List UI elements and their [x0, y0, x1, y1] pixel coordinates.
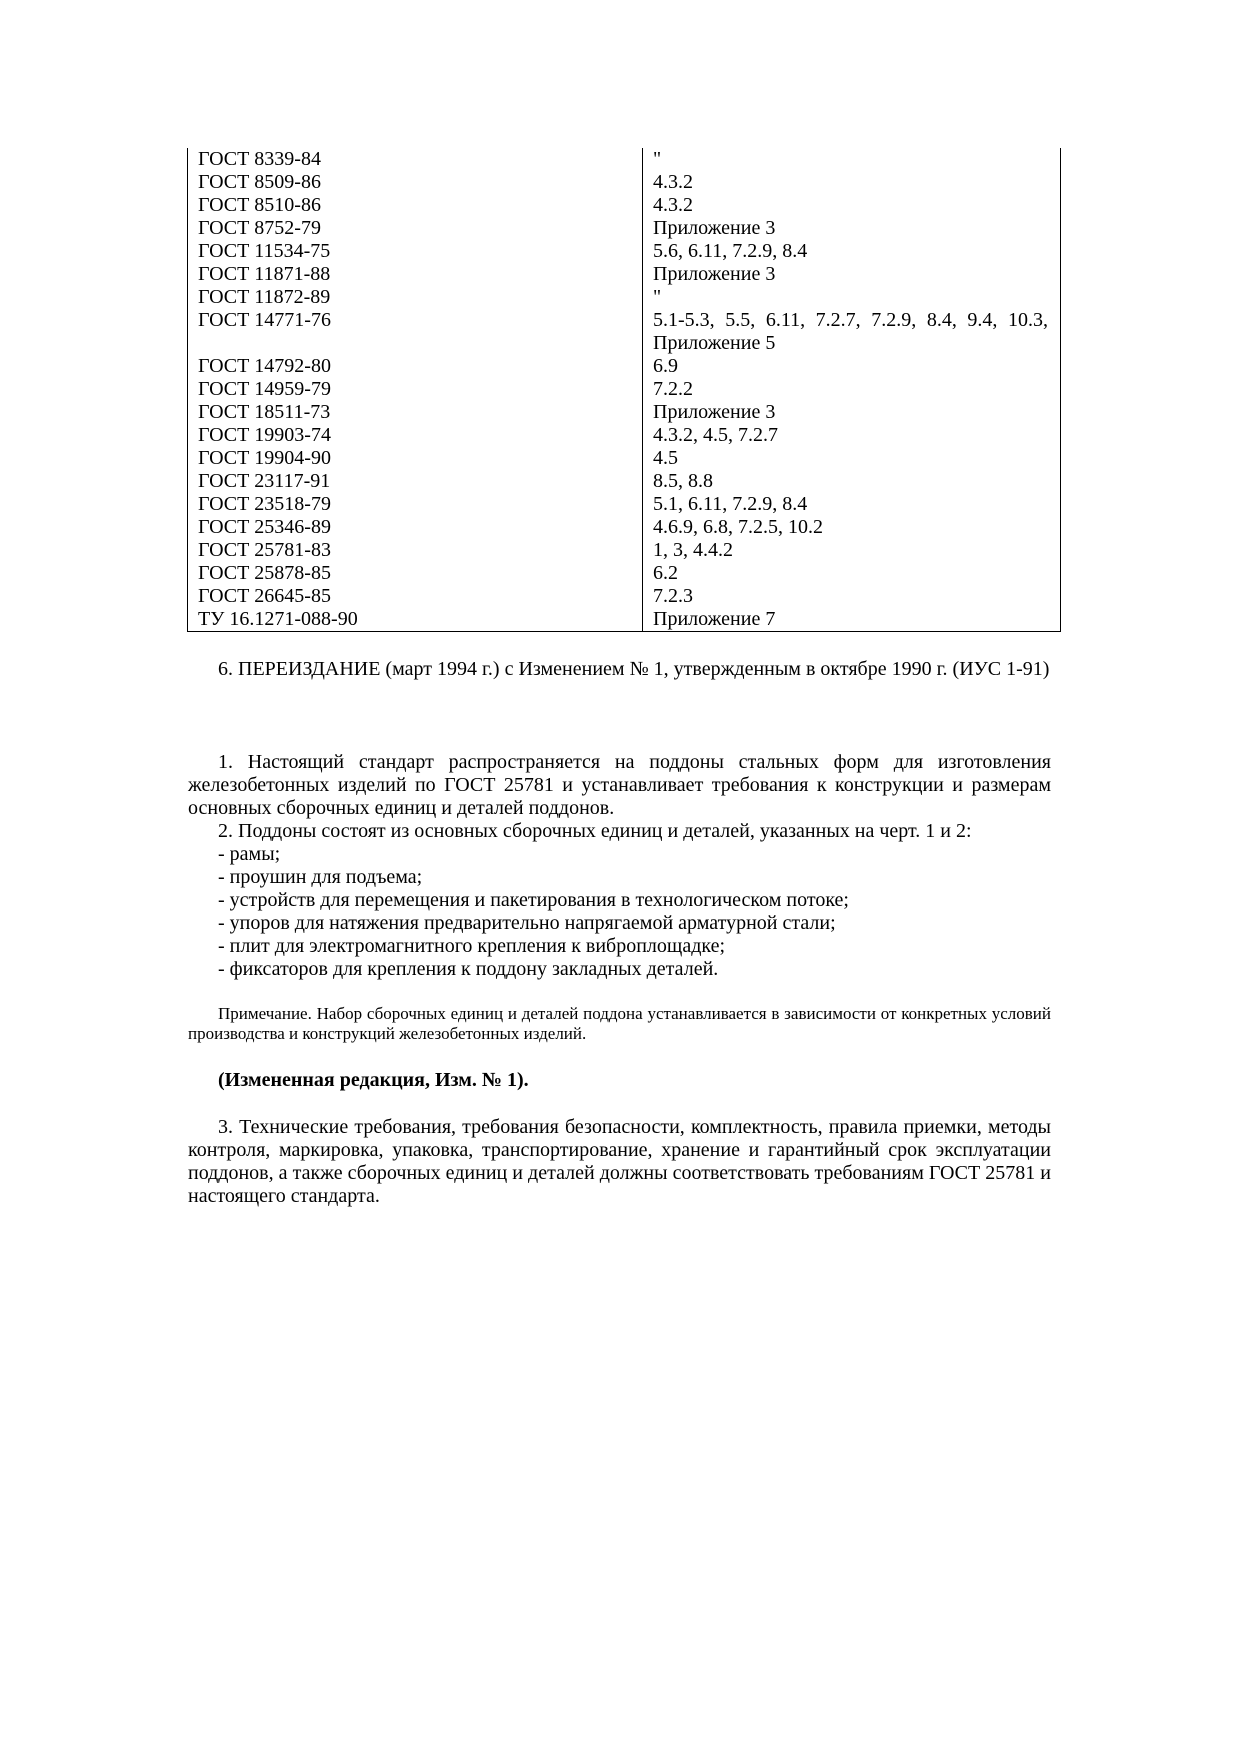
- table-row: [188, 171, 1061, 194]
- table-cell-items: 5.1-5.3, 5.5, 6.11, 7.2.7, 7.2.9, 8.4, 9.4, 10.3, Приложение 5: [643, 309, 1061, 355]
- section-3-paragraph: 3. Технические требования, требования безопасности, комплектность, правила приемки, методы контроля, маркировка, упаковка, транспортирование, хранение и гарантийный срок эксплуатации поддонов, а также сборочных единиц и деталей должны соответствовать требованиям ГОСТ 25781 и настоящего стандарта.: [188, 1116, 1051, 1207]
- table-row: [188, 493, 1061, 516]
- table-row: [188, 516, 1061, 539]
- table-cell-doc: ГОСТ 8339-84: [188, 148, 643, 171]
- table-row: [188, 286, 1061, 309]
- table-cell-items: 7.2.3: [643, 585, 1061, 608]
- table-cell-items: 4.3.2, 4.5, 7.2.7: [643, 424, 1061, 447]
- list-item: - проушин для подъема;: [218, 866, 423, 888]
- table-cell-doc: ГОСТ 25781-83: [188, 539, 643, 562]
- table-cell-items: 6.2: [643, 562, 1061, 585]
- table-cell-doc: ГОСТ 8510-86: [188, 194, 643, 217]
- note-paragraph: Примечание. Набор сборочных единиц и деталей поддона устанавливается в зависимости от конкретных условий производства и конструкций железобетонных изделий.: [188, 1004, 1051, 1043]
- table-cell-items: 1, 3, 4.4.2: [643, 539, 1061, 562]
- table-row: [188, 263, 1061, 286]
- table-cell-doc: ГОСТ 14771-76: [188, 309, 643, 355]
- table-row: [188, 608, 1061, 632]
- table-cell-items: 4.6.9, 6.8, 7.2.5, 10.2: [643, 516, 1061, 539]
- table-cell-items: 7.2.2: [643, 378, 1061, 401]
- table-cell-items: Приложение 3: [643, 263, 1061, 286]
- table-cell-doc: ГОСТ 19903-74: [188, 424, 643, 447]
- table-cell-doc: ГОСТ 23518-79: [188, 493, 643, 516]
- table-row: [188, 240, 1061, 263]
- table-cell-items: 4.3.2: [643, 171, 1061, 194]
- table-cell-items: 5.6, 6.11, 7.2.9, 8.4: [643, 240, 1061, 263]
- table-cell-doc: ГОСТ 14792-80: [188, 355, 643, 378]
- table-row: [188, 447, 1061, 470]
- amendment-block: [188, 1069, 1051, 1092]
- table-cell-doc: ГОСТ 19904-90: [188, 447, 643, 470]
- reference-table: [187, 148, 1061, 632]
- table-row: [188, 470, 1061, 493]
- table-cell-doc: ГОСТ 14959-79: [188, 378, 643, 401]
- table-cell-doc: ГОСТ 8509-86: [188, 171, 643, 194]
- table-cell-items: Приложение 3: [643, 401, 1061, 424]
- list-item: - устройств для перемещения и пакетирования в технологическом потоке;: [218, 889, 849, 911]
- table-cell-doc: ГОСТ 25878-85: [188, 562, 643, 585]
- table-cell-doc: ГОСТ 23117-91: [188, 470, 643, 493]
- note-block: [188, 1004, 1051, 1044]
- table-cell-items: 4.5: [643, 447, 1061, 470]
- reissue-block: [188, 658, 1051, 681]
- table-cell-doc: ГОСТ 11534-75: [188, 240, 643, 263]
- table-row: [188, 562, 1061, 585]
- table-row: [188, 148, 1061, 171]
- table-cell-doc: ГОСТ 26645-85: [188, 585, 643, 608]
- table-row: [188, 194, 1061, 217]
- table-cell-items: Приложение 7: [643, 608, 1061, 632]
- table-cell-doc: ГОСТ 25346-89: [188, 516, 643, 539]
- table-row: [188, 217, 1061, 240]
- table-row: [188, 378, 1061, 401]
- section-1-paragraph: 1. Настоящий стандарт распространяется на поддоны стальных форм для изготовления железобетонных изделий по ГОСТ 25781 и устанавливает требования к конструкции и размерам основных сборочных единиц и деталей поддонов.: [188, 751, 1051, 819]
- list-item: - рамы;: [218, 843, 281, 865]
- amendment-note: (Измененная редакция, Изм. № 1).: [218, 1069, 529, 1091]
- table-cell-doc: ГОСТ 8752-79: [188, 217, 643, 240]
- section-2-intro: 2. Поддоны состоят из основных сборочных единиц и деталей, указанных на черт. 1 и 2:: [218, 820, 972, 842]
- list-item: - плит для электромагнитного крепления к виброплощадке;: [218, 935, 726, 957]
- table-row: [188, 424, 1061, 447]
- table-cell-items: 6.9: [643, 355, 1061, 378]
- table-row: [188, 585, 1061, 608]
- table-cell-doc: ТУ 16.1271-088-90: [188, 608, 643, 632]
- table-cell-items: 8.5, 8.8: [643, 470, 1061, 493]
- table-cell-doc: ГОСТ 18511-73: [188, 401, 643, 424]
- table-row: [188, 309, 1061, 355]
- table-cell-items: 4.3.2: [643, 194, 1061, 217]
- table-cell-items: 5.1, 6.11, 7.2.9, 8.4: [643, 493, 1061, 516]
- list-item: - упоров для натяжения предварительно напрягаемой арматурной стали;: [218, 912, 836, 934]
- table-row: [188, 401, 1061, 424]
- table-cell-items: Приложение 3: [643, 217, 1061, 240]
- table-cell-doc: ГОСТ 11872-89: [188, 286, 643, 309]
- table-row: [188, 539, 1061, 562]
- table-cell-items: ": [643, 148, 1061, 171]
- main-text-block: [188, 751, 1051, 981]
- reissue-paragraph: 6. ПЕРЕИЗДАНИЕ (март 1994 г.) с Изменением № 1, утвержденным в октябре 1990 г. (ИУС 1-91): [218, 658, 1050, 680]
- table-row: [188, 355, 1061, 378]
- table-cell-items: ": [643, 286, 1061, 309]
- list-item: - фиксаторов для крепления к поддону закладных деталей.: [218, 958, 719, 980]
- section-3-block: [188, 1116, 1051, 1208]
- table-cell-doc: ГОСТ 11871-88: [188, 263, 643, 286]
